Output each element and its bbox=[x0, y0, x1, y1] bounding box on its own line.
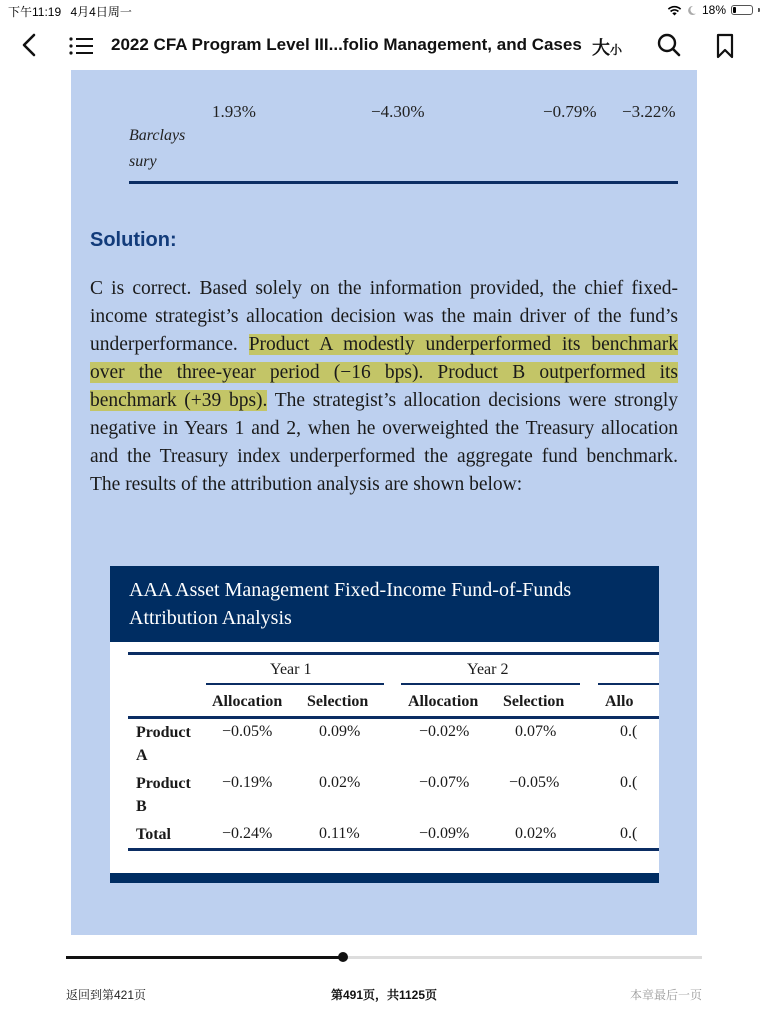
column-header: Allocation bbox=[408, 693, 479, 710]
reading-progress-slider[interactable] bbox=[66, 956, 702, 959]
solution-paragraph bbox=[90, 275, 678, 499]
table-cell: −0.02% bbox=[419, 723, 470, 740]
column-header: Selection bbox=[307, 693, 369, 710]
list-icon[interactable] bbox=[68, 34, 94, 58]
year-header: Year 2 bbox=[467, 661, 509, 678]
table-top-rule bbox=[128, 652, 659, 655]
font-size-big-label: 大 bbox=[592, 38, 610, 58]
table-bottom-rule bbox=[129, 181, 678, 184]
prev-table-value: 1.93% bbox=[212, 102, 256, 121]
row-label: Total bbox=[136, 826, 171, 843]
page-indicator: 第491页，共1125页 bbox=[330, 988, 438, 1002]
font-size-small-label: 小 bbox=[610, 43, 623, 57]
attribution-table[interactable] bbox=[128, 652, 659, 852]
table-cell: 0.( bbox=[620, 723, 638, 740]
table-cell: −0.07% bbox=[419, 774, 470, 791]
table-cell: −0.09% bbox=[419, 825, 470, 842]
solution-text-after: The strategist’s allocation decisions were strongly negative in Years 1 and 2, when he overweighted the Treasury allocation and the Treasury index underperformed the aggregate fund benchmark. The results of the attribution analysis are shown below: bbox=[90, 390, 679, 495]
progress-knob[interactable] bbox=[338, 952, 348, 962]
battery-percent: 18% bbox=[701, 3, 726, 17]
book-title: 2022 CFA Program Level III...folio Management, and Cases bbox=[111, 35, 582, 54]
status-bar bbox=[0, 0, 768, 22]
column-header: Allo bbox=[605, 693, 634, 710]
prev-table-label: sury bbox=[129, 153, 157, 170]
year-header-rule bbox=[598, 683, 659, 685]
table-cell: −0.05% bbox=[509, 774, 560, 791]
previous-table-fragment bbox=[71, 70, 697, 190]
table-cell: 0.02% bbox=[515, 825, 557, 842]
table-cell: 0.09% bbox=[319, 723, 361, 740]
table-cell: −0.05% bbox=[222, 723, 273, 740]
battery-icon bbox=[731, 5, 753, 15]
header-bottom-rule bbox=[128, 716, 659, 719]
row-label: Product A bbox=[136, 724, 191, 764]
font-size-button[interactable] bbox=[592, 34, 622, 60]
back-to-page-link[interactable]: 返回到第421页 bbox=[66, 988, 147, 1002]
column-header: Selection bbox=[503, 693, 565, 710]
battery-fill bbox=[733, 7, 736, 13]
table-cell: 0.02% bbox=[319, 774, 361, 791]
status-time-date bbox=[8, 3, 132, 20]
reader-nav-bar bbox=[0, 26, 768, 66]
prev-table-value: −0.79% bbox=[543, 102, 597, 121]
table-cell: 0.( bbox=[620, 825, 638, 842]
wifi-icon bbox=[667, 5, 682, 16]
prev-table-label: Barclays bbox=[129, 127, 186, 144]
book-page bbox=[71, 70, 697, 935]
attribution-exhibit bbox=[110, 566, 659, 883]
chapter-last-page-link[interactable]: 本章最后一页 bbox=[629, 988, 702, 1002]
row-label: Product B bbox=[136, 775, 191, 815]
table-cell: −0.24% bbox=[222, 825, 273, 842]
table-bottom-rule bbox=[128, 848, 659, 851]
table-cell: −0.19% bbox=[222, 774, 273, 791]
battery-tip bbox=[758, 8, 760, 12]
search-icon[interactable] bbox=[656, 32, 682, 58]
solution-text-before: C is correct. Based solely on the information provided, the chief fixed-income strategist’s allocation decision was the main driver of the fund’s underperformance. bbox=[90, 278, 678, 355]
column-header: Allocation bbox=[212, 693, 283, 710]
prev-table-value: −3.22% bbox=[622, 102, 676, 121]
bookmark-icon[interactable] bbox=[714, 32, 736, 60]
highlighted-text[interactable]: Product A modestly underperformed its benchmark over the three-year period (−16 bps). Product B outperformed its benchmark (+39 bps). bbox=[90, 334, 678, 411]
status-time: 下午11:19 bbox=[8, 5, 62, 19]
table-cell: 0.( bbox=[620, 774, 638, 791]
moon-icon bbox=[687, 5, 697, 16]
year-header-rule bbox=[401, 683, 580, 685]
status-date: 4月4日周一 bbox=[70, 5, 132, 19]
year-header-rule bbox=[206, 683, 384, 685]
exhibit-footer-bar bbox=[110, 873, 659, 883]
exhibit-title: AAA Asset Management Fixed-Income Fund-of-Funds Attribution Analysis bbox=[110, 566, 659, 642]
prev-table-value: −4.30% bbox=[371, 102, 425, 121]
table-cell: 0.11% bbox=[319, 825, 360, 842]
solution-heading: Solution: bbox=[90, 229, 177, 251]
chevron-left-icon[interactable] bbox=[16, 30, 44, 60]
status-indicators bbox=[667, 3, 760, 17]
year-header: Year 1 bbox=[270, 661, 312, 678]
table-cell: 0.07% bbox=[515, 723, 557, 740]
progress-fill bbox=[66, 956, 343, 959]
